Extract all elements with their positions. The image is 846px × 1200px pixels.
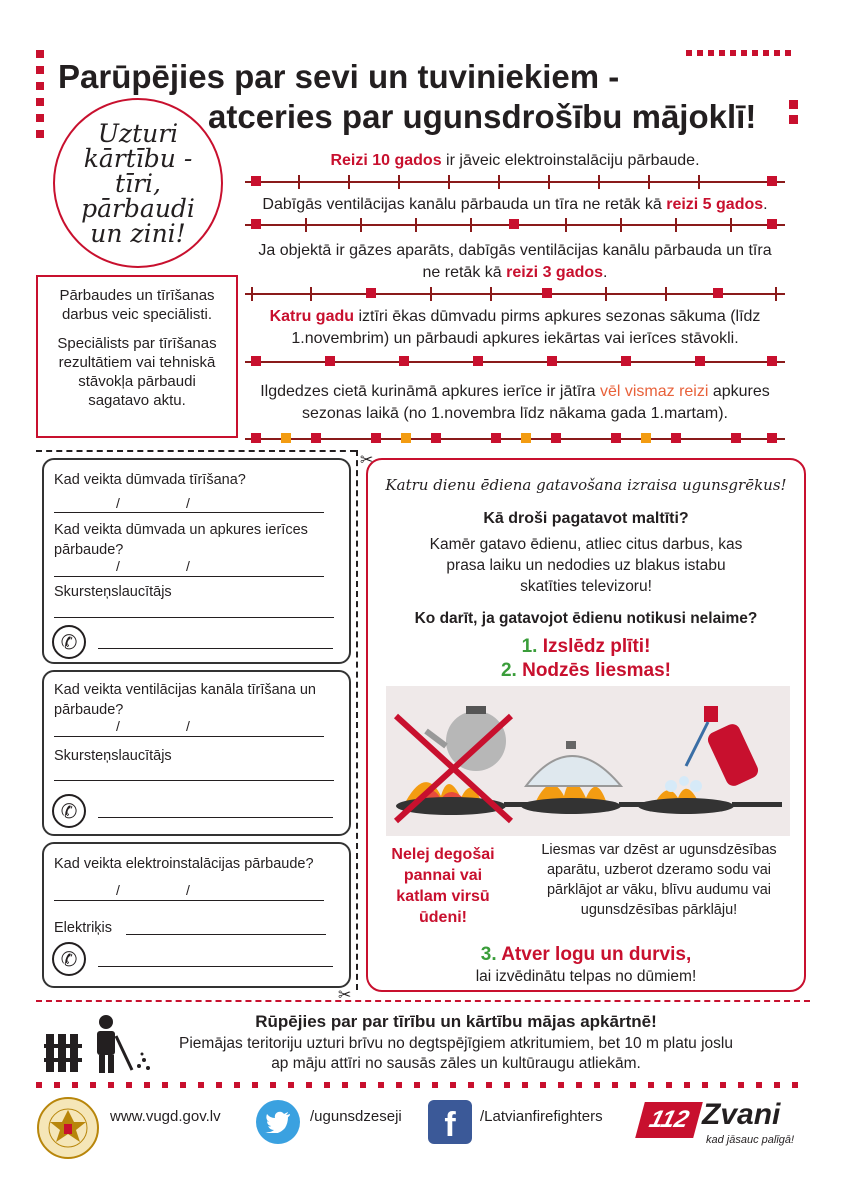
timeline-item-4: Katru gadu iztīri ēkas dūmvadu pirms apkures sezonas sākuma (līdz 1.novembrim) un pārbaudi apkures iekārtas vai ierīces stāvokli. bbox=[269, 308, 761, 347]
date-input-line[interactable] bbox=[54, 512, 324, 513]
cooking-question-2: Ko darīt, ja gatavojot ēdienu notikusi nelaime? bbox=[414, 610, 758, 627]
yard-text: Piemājas teritoriju uzturi brīvu no degtspējīgiem atkritumiem, bet 10 m platu joslu ap māju attīri no sausās zāles un kultūraugu atliekām. bbox=[179, 1035, 733, 1072]
website-link[interactable]: www.vugd.gov.lv bbox=[110, 1108, 221, 1125]
record-box-electrical: Kad veikta elektroinstalācijas pārbaude? / / Elektriķis ✆ bbox=[42, 842, 351, 988]
cut-line-vertical bbox=[356, 450, 358, 990]
record-question: Kad veikta elektroinstalācijas pārbaude? bbox=[54, 856, 314, 872]
vugd-emblem-icon bbox=[36, 1096, 100, 1160]
decor-squares-top-right bbox=[686, 50, 791, 56]
cooking-question-1: Kā droši pagatavot maltīti? bbox=[483, 510, 689, 527]
page-title-line2: atceries par ugunsdrošību mājoklī! bbox=[208, 98, 757, 135]
phone-icon: ✆ bbox=[52, 794, 86, 828]
emergency-112-badge: 112 bbox=[635, 1102, 703, 1138]
motto-text: Uzturi kārtību - tīri, pārbaudi un zini! bbox=[81, 118, 195, 248]
scissors-icon: ✂ bbox=[338, 987, 352, 1004]
timeline-line-3 bbox=[245, 293, 785, 295]
name-input-line[interactable] bbox=[54, 617, 334, 618]
scissors-icon: ✂ bbox=[360, 452, 374, 469]
facebook-icon[interactable]: f bbox=[428, 1100, 472, 1144]
record-role: Skursteņslaucītājs bbox=[54, 748, 172, 764]
date-input-line[interactable] bbox=[54, 736, 324, 737]
record-box-ventilation: Kad veikta ventilācijas kanāla tīrīšana un pārbaude? / / Skursteņslaucītājs ✆ bbox=[42, 670, 351, 836]
zvani-label: Zvani bbox=[702, 1098, 781, 1131]
phone-input-line[interactable] bbox=[98, 817, 333, 818]
record-role: Elektriķis bbox=[54, 920, 113, 936]
name-input-line[interactable] bbox=[54, 780, 334, 781]
info-text-2: Speciālists par tīrīšanas rezultātiem vai tehniskā stāvokļa pārbaudi sagatavo aktu. bbox=[57, 335, 217, 409]
timeline-item-2: Dabīgās ventilācijas kanālu pārbauda un tīra ne retāk kā reizi 5 gados. bbox=[262, 196, 768, 213]
twitter-link[interactable]: /ugunsdzeseji bbox=[310, 1108, 402, 1125]
record-question: Kad veikta dūmvada tīrīšana? bbox=[54, 472, 246, 488]
timeline-line-5 bbox=[245, 438, 785, 440]
water-warning: Nelej degošai pannai vai katlam virsū ūdeni! bbox=[391, 846, 495, 926]
cooking-safety-box bbox=[366, 458, 806, 992]
phone-icon: ✆ bbox=[52, 942, 86, 976]
step-1: 1. Izslēdz plīti! bbox=[521, 636, 651, 657]
cut-line-top bbox=[36, 450, 356, 452]
timeline-line-2 bbox=[245, 224, 785, 226]
phone-input-line[interactable] bbox=[98, 966, 333, 967]
timeline-line-4 bbox=[245, 361, 785, 363]
date-input-line[interactable] bbox=[54, 900, 324, 901]
record-box-chimney: Kad veikta dūmvada tīrīšana? / / Kad veikta dūmvada un apkures ierīces pārbaude? / / Skursteņslaucītājs ✆ bbox=[42, 458, 351, 664]
record-question: Kad veikta ventilācijas kanāla tīrīšana un pārbaude? bbox=[54, 682, 316, 718]
emergency-tagline: kad jāsauc palīgā! bbox=[706, 1134, 795, 1146]
timeline-item-5: Ilgdedzes cietā kurināmā apkures ierīce ir jātīra vēl vismaz reizi apkures sezonas laikā (no 1.novembra līdz nākama gada 1.martam). bbox=[260, 383, 770, 422]
date-input-line[interactable] bbox=[54, 576, 324, 577]
facebook-link[interactable]: /Latvianfirefighters bbox=[480, 1108, 603, 1125]
timeline-item-3: Ja objektā ir gāzes aparāts, dabīgās ventilācijas kanālu pārbauda un tīra ne retāk kā reizi 3 gados. bbox=[258, 242, 772, 281]
fence-and-gardener-icon bbox=[44, 1014, 154, 1074]
yard-title: Rūpējies par par tīrību un kārtību mājas apkārtnē! bbox=[255, 1012, 657, 1031]
decor-squares-bottom bbox=[36, 1082, 798, 1088]
motto-circle bbox=[53, 98, 223, 268]
specialists-info-box bbox=[36, 275, 238, 438]
name-input-line[interactable] bbox=[126, 934, 326, 935]
page-title-line1: Parūpējies par sevi un tuviniekiem - bbox=[58, 58, 620, 95]
section-divider bbox=[36, 1000, 810, 1002]
twitter-icon[interactable] bbox=[256, 1100, 300, 1144]
info-text-1: Pārbaudes un tīrīšanas darbus veic speciālisti. bbox=[59, 287, 215, 323]
phone-input-line[interactable] bbox=[98, 648, 333, 649]
step-3: 3. Atver logu un durvis, bbox=[480, 944, 692, 965]
step-3-detail: lai izvēdinātu telpas no dūmiem! bbox=[475, 968, 697, 985]
cooking-title: Katru dienu ēdiena gatavošana izraisa ugunsgrēkus! bbox=[385, 476, 787, 494]
cooking-illustration bbox=[386, 686, 790, 836]
step-2: 2. Nodzēs liesmas! bbox=[500, 660, 672, 681]
cooking-advice: Kamēr gatavo ēdienu, atliec citus darbus, kas prasa laiku un nedodies uz blakus istabu skatīties televizoru! bbox=[429, 536, 743, 595]
title-red-bar bbox=[789, 100, 798, 128]
timeline-item-1: Reizi 10 gados ir jāveic elektroinstalāciju pārbaude. bbox=[330, 152, 700, 169]
record-role: Skursteņslaucītājs bbox=[54, 584, 172, 600]
timeline-line-1 bbox=[245, 181, 785, 183]
record-question: Kad veikta dūmvada un apkures ierīces pārbaude? bbox=[54, 522, 308, 558]
phone-icon: ✆ bbox=[52, 625, 86, 659]
decor-squares-left bbox=[36, 50, 44, 146]
extinguish-methods: Liesmas var dzēst ar ugunsdzēsības aparātu, uzberot dzeramo sodu vai pārklājot ar vāku, blīvu audumu vai ugunsdzēsības pārklāju! bbox=[541, 842, 777, 918]
